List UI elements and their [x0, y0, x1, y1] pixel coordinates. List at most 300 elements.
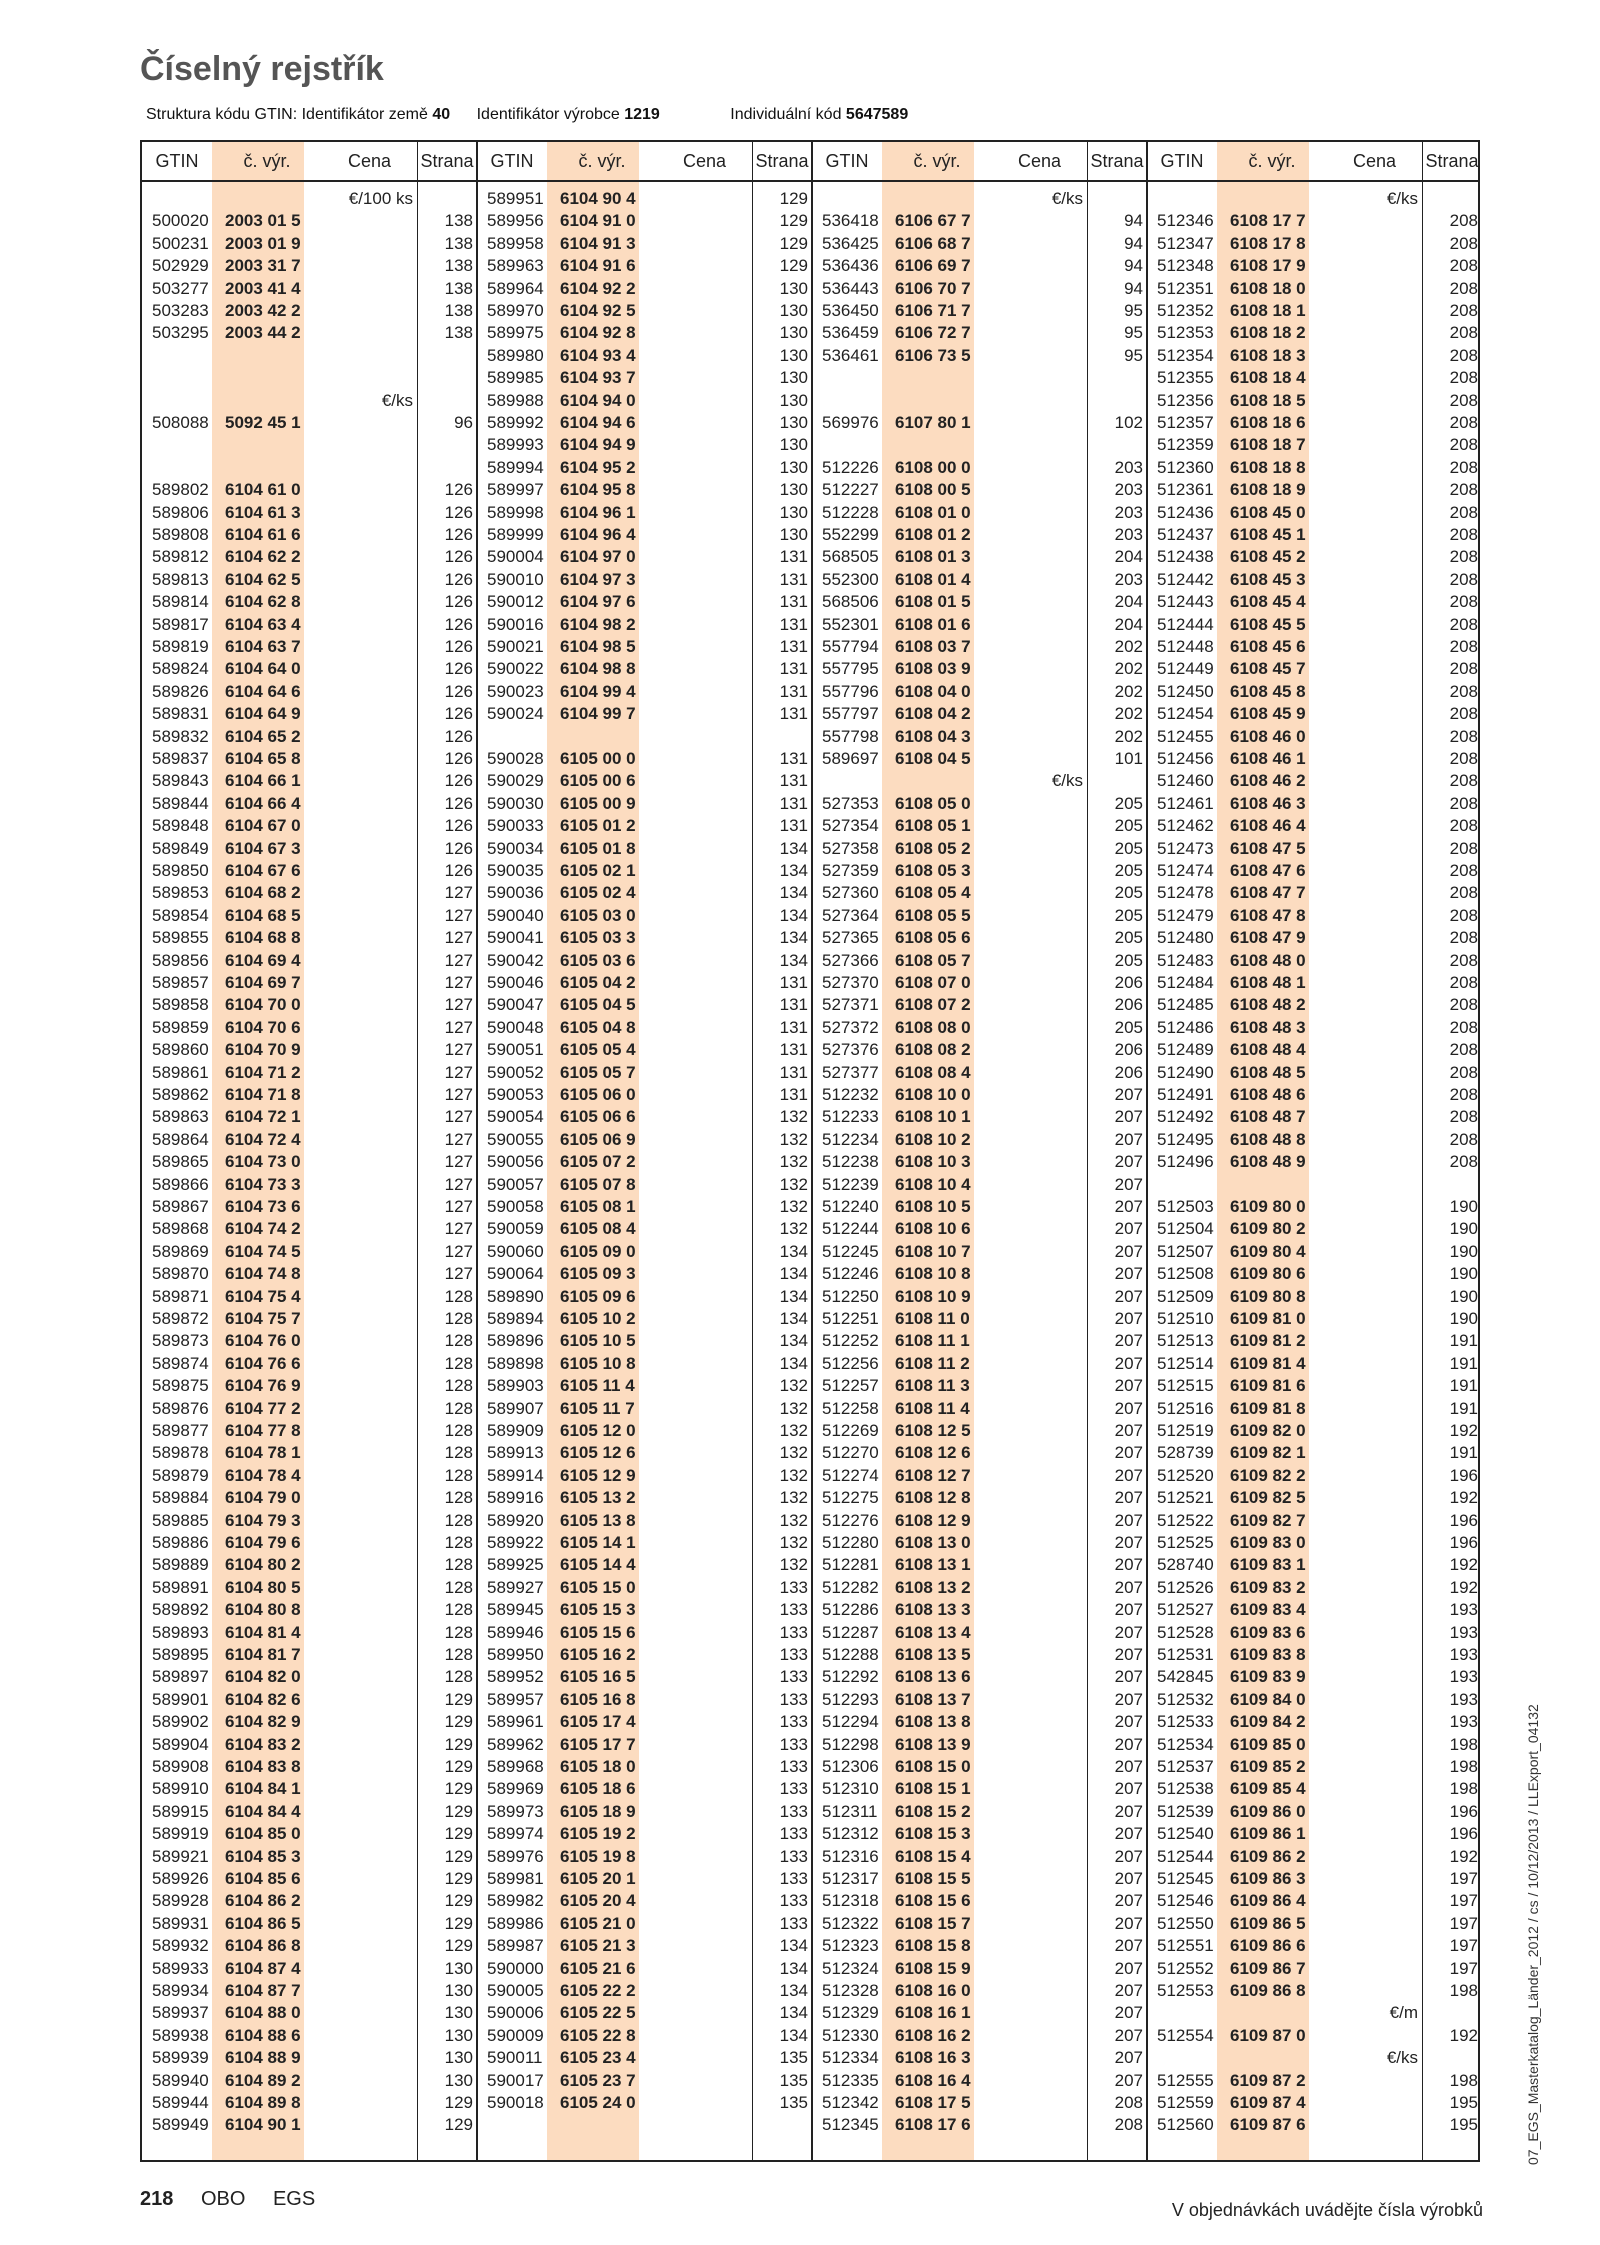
table-row — [477, 1913, 812, 1935]
page-ref: 127 — [444, 1197, 473, 1216]
product-number: 6109 83 1 — [1230, 1555, 1306, 1575]
product-number: 6108 16 1 — [895, 2003, 971, 2023]
product-number: 6108 47 7 — [1230, 883, 1306, 903]
gtin-value: 512258 — [822, 1398, 879, 1418]
column-header: Cena — [1352, 151, 1397, 171]
page-ref: 138 — [444, 278, 473, 298]
column-header: Cena — [1017, 151, 1062, 171]
gtin-value: 589861 — [152, 1062, 209, 1082]
product-number: 6104 85 0 — [225, 1824, 301, 1844]
gtin-value: 589975 — [487, 323, 544, 343]
product-number: 6108 01 4 — [895, 569, 971, 589]
gtin-value: 590041 — [487, 928, 544, 948]
page-ref: 128 — [444, 1667, 473, 1687]
product-number: 6105 03 3 — [560, 928, 636, 948]
table-row — [142, 569, 477, 591]
product-number: 6104 84 4 — [225, 1801, 301, 1821]
gtin-value: 589974 — [487, 1824, 544, 1844]
product-number: 6108 47 9 — [1230, 928, 1306, 948]
gtin-value: 512281 — [822, 1555, 879, 1575]
table-row — [142, 1487, 477, 1509]
gtin-value: 589914 — [487, 1465, 544, 1485]
product-number: 6104 97 6 — [560, 592, 636, 612]
page-ref: 131 — [779, 659, 808, 679]
product-number: 6105 07 2 — [560, 1152, 636, 1172]
table-row — [1147, 658, 1482, 680]
gtin-value: 512554 — [1157, 2025, 1214, 2045]
product-number: 6104 65 2 — [225, 726, 301, 746]
gtin-value: 512474 — [1157, 861, 1214, 880]
gtin-value: 589945 — [487, 1600, 544, 1620]
product-number: 6104 91 0 — [560, 211, 636, 231]
table-row — [477, 1935, 812, 1957]
page-ref: 208 — [1449, 861, 1478, 880]
product-number: 6105 08 1 — [560, 1197, 636, 1216]
table-row — [1147, 1084, 1482, 1106]
product-number: 6105 05 7 — [560, 1062, 636, 1082]
gtin-value: 527358 — [822, 838, 879, 858]
price-unit: €/ks — [1386, 2048, 1418, 2068]
page-ref: 128 — [444, 1331, 473, 1351]
gtin-value: 589902 — [152, 1712, 209, 1732]
product-number: 6108 10 8 — [895, 1264, 971, 1284]
gtin-value: 512286 — [822, 1600, 879, 1620]
gtin-value: 527360 — [822, 883, 879, 903]
page-ref: 205 — [1114, 883, 1143, 903]
gtin-value: 512449 — [1157, 659, 1214, 679]
gtin-value: 589956 — [487, 211, 544, 231]
product-number: 6108 15 9 — [895, 1958, 971, 1978]
table-row — [1147, 412, 1482, 434]
page-ref: 131 — [779, 637, 808, 656]
gtin-value: 527359 — [822, 861, 879, 880]
page-ref: 207 — [1114, 2048, 1143, 2068]
table-row — [1147, 434, 1482, 456]
product-number: 6104 82 9 — [225, 1712, 301, 1732]
page-ref: 129 — [444, 1757, 473, 1776]
product-number: 6108 11 1 — [895, 1331, 970, 1351]
page-ref: 126 — [444, 592, 473, 612]
gtin-value: 527377 — [822, 1062, 879, 1082]
page-ref: 133 — [779, 1757, 808, 1776]
product-number: 6108 12 5 — [895, 1421, 971, 1440]
product-number: 6104 86 8 — [225, 1936, 301, 1956]
gtin-value: 590022 — [487, 659, 544, 679]
page-ref: 208 — [1449, 681, 1478, 701]
table-row — [477, 1084, 812, 1106]
gtin-value: 589915 — [152, 1801, 209, 1821]
table-row — [1147, 972, 1482, 994]
page-ref: 132 — [779, 1510, 808, 1530]
product-number: 6105 22 5 — [560, 2003, 636, 2023]
gtin-structure — [146, 106, 908, 124]
page-ref: 208 — [1449, 614, 1478, 634]
gtin-value: 590059 — [487, 1219, 544, 1239]
page-ref: 131 — [779, 681, 808, 701]
page-ref: 208 — [1449, 816, 1478, 836]
page-ref: 129 — [444, 1846, 473, 1866]
gtin-value: 512270 — [822, 1443, 879, 1463]
page-ref: 196 — [1449, 1824, 1478, 1844]
table-row — [812, 1913, 1147, 1935]
page-ref: 208 — [1449, 704, 1478, 724]
page-ref: 130 — [444, 1958, 473, 1978]
table-row — [142, 278, 477, 300]
gtin-value: 589885 — [152, 1510, 209, 1530]
product-number: 6106 73 5 — [895, 345, 971, 365]
gtin-value: 589819 — [152, 637, 209, 656]
product-number: 6104 66 4 — [225, 793, 301, 813]
gtin-value: 589891 — [152, 1577, 209, 1597]
page-ref: 126 — [444, 726, 473, 746]
gtin-value: 512503 — [1157, 1197, 1214, 1216]
product-number: 6108 48 0 — [1230, 950, 1306, 970]
gtin-value: 557796 — [822, 681, 879, 701]
page-ref: 134 — [779, 1936, 808, 1956]
gtin-value: 512514 — [1157, 1353, 1214, 1373]
table-row — [142, 479, 477, 501]
page-ref: 130 — [779, 457, 808, 477]
gtin-value: 589969 — [487, 1779, 544, 1799]
product-number: 6104 91 3 — [560, 233, 636, 253]
product-number: 6104 88 9 — [225, 2048, 301, 2068]
gtin-value: 589910 — [152, 1779, 209, 1799]
table-row — [812, 1442, 1147, 1464]
product-number: 6105 18 6 — [560, 1779, 636, 1799]
gtin-value: 512306 — [822, 1757, 879, 1776]
product-number: 6104 67 0 — [225, 816, 301, 836]
page-ref: 126 — [444, 525, 473, 544]
table-row — [1147, 367, 1482, 389]
table-row — [477, 1689, 812, 1711]
page-ref: 134 — [779, 1264, 808, 1284]
table-row — [477, 1420, 812, 1442]
gtin-value: 512544 — [1157, 1846, 1214, 1866]
page-ref: 126 — [444, 547, 473, 567]
table-row — [477, 658, 812, 680]
product-number: 6108 18 8 — [1230, 457, 1306, 477]
price-unit: €/ks — [1051, 189, 1083, 208]
table-row — [812, 1577, 1147, 1599]
gtin-value: 512484 — [1157, 973, 1214, 992]
gtin-value: 589864 — [152, 1129, 209, 1149]
page-ref: 207 — [1114, 1443, 1143, 1463]
product-number: 6108 18 5 — [1230, 390, 1306, 410]
gtin-value: 590009 — [487, 2025, 544, 2045]
table-row — [142, 1689, 477, 1711]
unit-row — [1327, 188, 1418, 210]
table-row — [477, 1778, 812, 1800]
product-number: 6104 66 1 — [225, 771, 301, 791]
gtin-value: 512545 — [1157, 1869, 1214, 1888]
table-row — [142, 1711, 477, 1733]
gtin-value: 589843 — [152, 771, 209, 791]
table-row — [142, 1196, 477, 1218]
page-ref: 131 — [779, 816, 808, 836]
product-number: 6104 92 2 — [560, 278, 636, 298]
table-row — [142, 1039, 477, 1061]
gtin-value: 589993 — [487, 435, 544, 455]
gtin-value: 527376 — [822, 1040, 879, 1060]
gtin-value: 589895 — [152, 1645, 209, 1664]
page-ref: 207 — [1114, 2003, 1143, 2023]
table-row — [477, 1330, 812, 1352]
gtin-value: 589898 — [487, 1353, 544, 1373]
gtin-value: 590011 — [487, 2048, 543, 2068]
page-ref: 207 — [1114, 1936, 1143, 1956]
product-number: 6108 00 5 — [895, 480, 971, 500]
gtin-value: 512448 — [1157, 637, 1214, 656]
table-row — [1147, 1801, 1482, 1823]
page-ref: 95 — [1124, 323, 1143, 343]
table-row — [812, 1330, 1147, 1352]
table-row — [142, 233, 477, 255]
table-row — [812, 1308, 1147, 1330]
table-row — [812, 1196, 1147, 1218]
page-ref: 191 — [1449, 1376, 1478, 1396]
gtin-value: 512538 — [1157, 1779, 1214, 1799]
page-ref: 129 — [444, 1891, 473, 1911]
table-row — [477, 1644, 812, 1666]
table-row — [477, 1980, 812, 2002]
gtin-value: 512238 — [822, 1152, 879, 1172]
product-number: 6105 20 4 — [560, 1891, 636, 1911]
gtin-value: 536436 — [822, 256, 879, 276]
page-ref: 127 — [444, 1040, 473, 1060]
gtin-value: 589927 — [487, 1577, 544, 1597]
table-row — [477, 2092, 812, 2114]
individual-label: Individuální kód — [730, 106, 842, 123]
product-number: 6109 80 2 — [1230, 1219, 1306, 1239]
page-ref: 128 — [444, 1465, 473, 1485]
table-row — [142, 1442, 477, 1464]
product-number: 6105 16 8 — [560, 1689, 636, 1709]
gtin-value: 512450 — [1157, 681, 1214, 701]
product-number: 6109 86 3 — [1230, 1869, 1306, 1888]
table-row — [142, 1622, 477, 1644]
page-ref: 128 — [444, 1488, 473, 1508]
table-row — [812, 2002, 1147, 2024]
table-row — [142, 927, 477, 949]
product-number: 6104 75 7 — [225, 1309, 301, 1328]
gtin-value: 512355 — [1157, 368, 1214, 388]
gtin-value: 589848 — [152, 816, 209, 836]
page-ref: 135 — [779, 2093, 808, 2112]
product-number: 6104 93 4 — [560, 345, 636, 365]
page-ref: 196 — [1449, 1510, 1478, 1530]
gtin-value: 589920 — [487, 1510, 544, 1530]
gtin-value: 589909 — [487, 1421, 544, 1440]
page-ref: 131 — [779, 547, 808, 567]
table-row — [477, 1308, 812, 1330]
gtin-value: 590024 — [487, 704, 544, 724]
table-row — [1147, 1577, 1482, 1599]
gtin-value: 512228 — [822, 502, 879, 522]
product-number: 6104 99 4 — [560, 681, 636, 701]
table-row — [812, 2025, 1147, 2047]
page-ref: 126 — [444, 861, 473, 880]
page-ref: 193 — [1449, 1712, 1478, 1732]
table-row — [477, 770, 812, 792]
table-row — [142, 658, 477, 680]
page-ref: 132 — [779, 1443, 808, 1463]
table-row — [812, 882, 1147, 904]
page-ref: 208 — [1449, 637, 1478, 656]
product-number: 6105 12 9 — [560, 1465, 636, 1485]
table-row — [477, 748, 812, 770]
product-number: 6108 13 3 — [895, 1600, 971, 1620]
page-ref: 207 — [1114, 1757, 1143, 1776]
unit-row — [1327, 2002, 1418, 2024]
product-number: 6104 73 0 — [225, 1152, 301, 1172]
page-ref: 203 — [1114, 457, 1143, 477]
gtin-value: 536459 — [822, 323, 879, 343]
gtin-value: 589925 — [487, 1555, 544, 1575]
gtin-value: 589855 — [152, 928, 209, 948]
gtin-value: 512244 — [822, 1219, 879, 1239]
gtin-value: 512492 — [1157, 1107, 1214, 1127]
table-row — [1147, 793, 1482, 815]
gtin-value: 512274 — [822, 1465, 879, 1485]
table-row — [142, 1218, 477, 1240]
page-ref: 208 — [1114, 2093, 1143, 2112]
table-row — [812, 345, 1147, 367]
gtin-value: 557797 — [822, 704, 879, 724]
page-ref: 207 — [1114, 1286, 1143, 1306]
table-row — [1147, 502, 1482, 524]
product-number: 6104 70 9 — [225, 1040, 301, 1060]
product-number: 6104 64 6 — [225, 681, 301, 701]
product-number: 6108 46 0 — [1230, 726, 1306, 746]
page-ref: 208 — [1449, 749, 1478, 768]
gtin-value: 527371 — [822, 995, 879, 1015]
price-unit: €/ks — [1051, 771, 1083, 791]
gtin-value: 503277 — [152, 278, 209, 298]
table-row — [812, 233, 1147, 255]
gtin-value: 512462 — [1157, 816, 1214, 836]
table-row — [477, 1823, 812, 1845]
page-ref: 207 — [1114, 1555, 1143, 1575]
product-number: 6105 02 1 — [560, 861, 636, 880]
product-number: 6104 76 0 — [225, 1331, 301, 1351]
table-row — [812, 1846, 1147, 1868]
gtin-value: 512534 — [1157, 1734, 1214, 1754]
table-row — [812, 1823, 1147, 1845]
product-number: 6104 92 8 — [560, 323, 636, 343]
table-row — [477, 1218, 812, 1240]
page-ref: 208 — [1449, 1129, 1478, 1149]
table-row — [477, 1756, 812, 1778]
gtin-value: 512288 — [822, 1645, 879, 1664]
product-number: 6108 05 1 — [895, 816, 971, 836]
page-ref: 128 — [444, 1600, 473, 1620]
gtin-value: 589860 — [152, 1040, 209, 1060]
product-number: 2003 01 5 — [225, 211, 301, 231]
unit-row — [322, 188, 413, 210]
product-number: 6108 13 6 — [895, 1667, 971, 1687]
product-number: 6109 82 5 — [1230, 1488, 1306, 1508]
gtin-value: 512510 — [1157, 1309, 1214, 1328]
table-row — [1147, 1487, 1482, 1509]
product-number: 6108 46 3 — [1230, 793, 1306, 813]
gtin-value: 590040 — [487, 905, 544, 925]
table-row — [142, 950, 477, 972]
product-number: 6108 17 7 — [1230, 211, 1306, 231]
product-number: 6104 83 8 — [225, 1757, 301, 1776]
gtin-value: 589998 — [487, 502, 544, 522]
table-row — [1147, 1442, 1482, 1464]
page-ref: 208 — [1449, 323, 1478, 343]
individual-code: 5647589 — [845, 106, 909, 123]
page-ref: 208 — [1449, 233, 1478, 253]
table-row — [812, 681, 1147, 703]
product-number: 6108 15 2 — [895, 1801, 971, 1821]
page-ref: 94 — [1124, 211, 1143, 231]
table-row — [142, 882, 477, 904]
gtin-value: 512531 — [1157, 1645, 1214, 1664]
table-row — [812, 1532, 1147, 1554]
table-row — [142, 1577, 477, 1599]
gtin-value: 512328 — [822, 1981, 879, 2000]
product-number: 6105 06 9 — [560, 1129, 636, 1149]
gtin-value: 589970 — [487, 301, 544, 320]
table-row — [142, 1532, 477, 1554]
gtin-value: 512353 — [1157, 323, 1214, 343]
table-row — [142, 1465, 477, 1487]
product-number: 6108 45 9 — [1230, 704, 1306, 724]
page-ref: 192 — [1449, 1846, 1478, 1866]
gtin-value: 590064 — [487, 1264, 544, 1284]
page-ref: 129 — [779, 211, 808, 231]
page-ref: 131 — [779, 995, 808, 1015]
product-number: 6108 15 1 — [895, 1779, 971, 1799]
page-ref: 208 — [1449, 278, 1478, 298]
gtin-value: 512360 — [1157, 457, 1214, 477]
table-row — [1147, 681, 1482, 703]
product-number: 6105 02 4 — [560, 883, 636, 903]
gtin-value: 589994 — [487, 457, 544, 477]
gtin-value: 512552 — [1157, 1958, 1214, 1978]
product-number: 6108 17 8 — [1230, 233, 1306, 253]
product-number: 6108 47 5 — [1230, 838, 1306, 858]
table-row — [142, 591, 477, 613]
page-ref: 206 — [1114, 973, 1143, 992]
price-unit: €/100 ks — [348, 189, 413, 208]
gtin-value: 589886 — [152, 1533, 209, 1552]
product-number: 2003 41 4 — [225, 278, 301, 298]
product-number: 6105 09 6 — [560, 1286, 636, 1306]
gtin-value: 512489 — [1157, 1040, 1214, 1060]
product-number: 6108 17 5 — [895, 2093, 971, 2112]
page-ref: 130 — [779, 323, 808, 343]
page-ref: 127 — [444, 995, 473, 1015]
page-ref: 205 — [1114, 928, 1143, 948]
gtin-value: 589892 — [152, 1600, 209, 1620]
product-number: 6106 70 7 — [895, 278, 971, 298]
table-row — [477, 950, 812, 972]
product-number: 6108 10 3 — [895, 1152, 971, 1172]
table-row — [1147, 614, 1482, 636]
gtin-value: 527364 — [822, 905, 879, 925]
table-row — [1147, 1218, 1482, 1240]
gtin-value: 536450 — [822, 301, 879, 320]
product-number: 6104 95 2 — [560, 457, 636, 477]
table-row — [812, 658, 1147, 680]
table-row — [812, 1241, 1147, 1263]
table-row — [1147, 322, 1482, 344]
table-row — [477, 322, 812, 344]
product-number: 6109 80 0 — [1230, 1197, 1306, 1216]
